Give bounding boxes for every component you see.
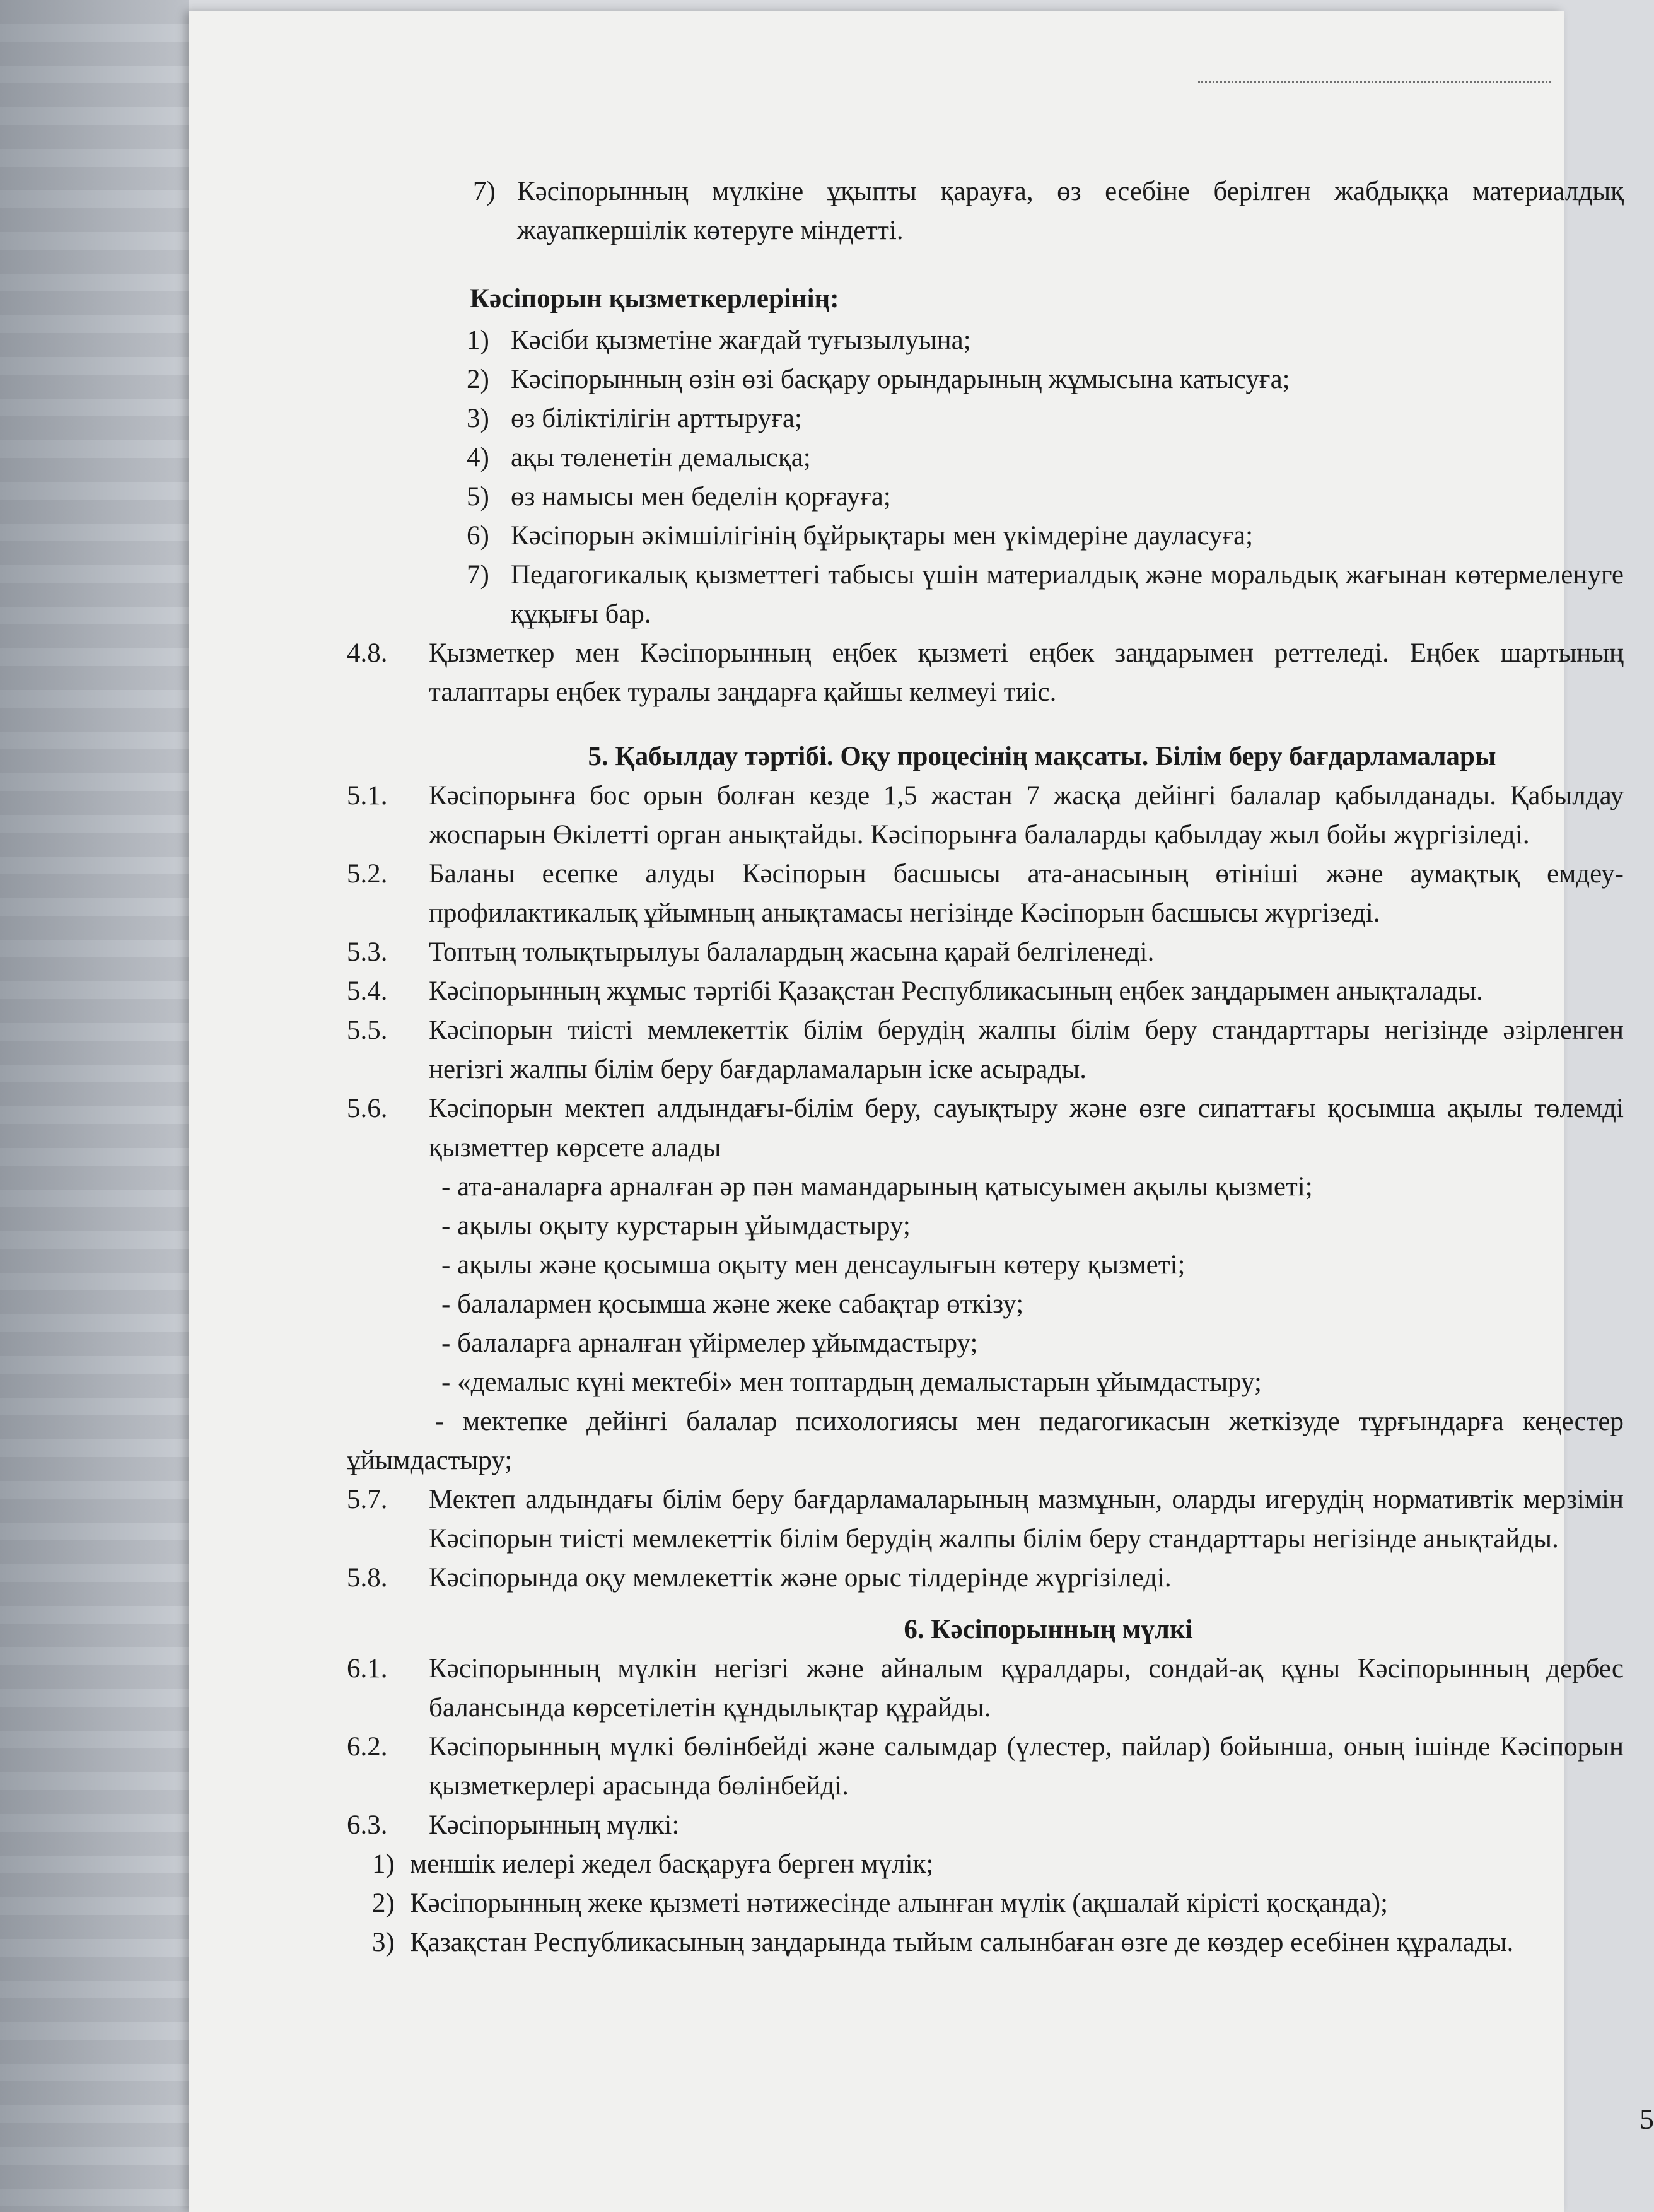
page-number: 5 xyxy=(1639,2103,1654,2135)
employees-rights-heading: Кәсіпорын қызметкерлерінің: xyxy=(470,284,839,313)
item-number: 3) xyxy=(467,404,489,433)
list-item xyxy=(422,517,1624,556)
scanner-ghost-text xyxy=(0,0,189,2212)
item-text: Педагогикалық қызметтегі табысы үшін материалдық және моральдық жағынан көтермеленуге құқығы бар. xyxy=(511,560,1624,629)
clause-text: Баланы есепке алуды Кәсіпорын басшысы ата-анасының өтініші және аумақтық емдеу-профилактикалық ұйымның анықтамасы негізінде Кәсіпорын басшысы жүргізеді. xyxy=(429,859,1624,928)
list-item xyxy=(422,556,1624,634)
item-text: ақы төленетін демалысқа; xyxy=(511,443,811,472)
list-item xyxy=(347,1923,1624,1962)
item-text: Қазақстан Республикасының заңдарында тыйым салынбаған өзге де көздер есебінен құралады. xyxy=(410,1928,1514,1957)
duty-item-7 xyxy=(422,172,1624,250)
list-item: - ақылы және қосымша оқыту мен денсаулығын көтеру қызметі; xyxy=(441,1250,1185,1280)
list-item: - ақылы оқыту курстарын ұйымдастыру; xyxy=(441,1211,911,1241)
item-number: 1) xyxy=(372,1849,395,1879)
list-item xyxy=(422,399,1624,438)
property-sources-list xyxy=(347,1845,1624,1962)
clause-4-8 xyxy=(347,634,1624,712)
clause-text: Кәсіпорынның жұмыс тәртібі Қазақстан Республикасының еңбек заңдарымен анықталады. xyxy=(429,976,1483,1006)
clause-number: 5.2. xyxy=(347,859,388,889)
section-5-clauses xyxy=(347,776,1624,1598)
paid-services-list xyxy=(347,1167,1624,1480)
clause-5-7 xyxy=(347,1480,1624,1559)
clause-6-3 xyxy=(347,1806,1624,1845)
document-page xyxy=(189,11,1654,2212)
clause-text: Кәсіпорын мектеп алдындағы-білім беру, сауықтыру және өзге сипаттағы қосымша ақылы төлемді қызметтер көрсете алады xyxy=(429,1094,1624,1162)
clause-number: 5.3. xyxy=(347,937,388,967)
item-number: 4) xyxy=(467,443,489,472)
clause-number: 6.1. xyxy=(347,1654,388,1683)
clause-6-1 xyxy=(347,1649,1624,1728)
clause-number: 6.2. xyxy=(347,1732,388,1762)
item-number: 2) xyxy=(372,1888,395,1918)
clause-text: Қызметкер мен Кәсіпорынның еңбек қызметі еңбек заңдарымен реттеледі. Еңбек шартының талаптары еңбек туралы заңдарға қайшы келмеуі тиіс. xyxy=(429,638,1624,707)
clause-text: Кәсіпорын тиісті мемлекеттік білім берудің жалпы білім беру стандарттары негізінде әзірленген негізгі жалпы білім беру бағдарламаларын іске асырады. xyxy=(429,1015,1624,1084)
clause-number: 5.5. xyxy=(347,1015,388,1045)
clause-5-6 xyxy=(347,1089,1624,1167)
clause-5-8 xyxy=(347,1559,1624,1598)
item-text: Кәсіпорын әкімшілігінің бұйрықтары мен үкімдеріне дауласуға; xyxy=(511,521,1254,551)
section-6-clauses xyxy=(347,1649,1624,1962)
list-item: - балаларға арналған үйірмелер ұйымдастыру; xyxy=(441,1328,978,1358)
item-text: Кәсіпорынның жеке қызметі нәтижесінде алынған мүлік (ақшалай кірісті қосқанда); xyxy=(410,1888,1389,1918)
clause-text: Кәсіпорынның мүлкі бөлінбейді және салымдар (үлестер, пайлар) бойынша, оның ішінде Кәсіпорын қызметкерлері арасында бөлінбейді. xyxy=(429,1732,1624,1801)
clause-number: 6.3. xyxy=(347,1810,388,1840)
clause-number: 5.6. xyxy=(347,1094,388,1123)
clause-number: 5.4. xyxy=(347,976,388,1006)
item-text: өз намысы мен беделін қорғауға; xyxy=(511,482,891,512)
list-item: - мектепке дейінгі балалар психологиясы мен педагогикасын жеткізуде тұрғындарға кеңестер ұйымдастыру; xyxy=(347,1407,1624,1475)
list-item xyxy=(422,321,1624,360)
clause-6-2 xyxy=(347,1728,1624,1806)
clause-5-4 xyxy=(347,972,1624,1011)
clause-5-5 xyxy=(347,1011,1624,1089)
employees-rights-list xyxy=(422,321,1624,634)
item-number: 7) xyxy=(473,177,496,206)
item-number: 7) xyxy=(467,560,489,590)
list-item: - ата-аналарға арналған әр пән мамандарының қатысуымен ақылы қызметі; xyxy=(441,1172,1313,1202)
list-item xyxy=(347,1884,1624,1923)
page-content xyxy=(347,172,1624,1962)
clause-5-1 xyxy=(347,776,1624,855)
list-item xyxy=(347,1845,1624,1884)
item-number: 6) xyxy=(467,521,489,551)
list-item: - «демалыс күні мектебі» мен топтардың демалыстарын ұйымдастыру; xyxy=(441,1367,1262,1397)
item-number: 5) xyxy=(467,482,489,512)
clause-text: Кәсіпорынның мүлкін негізгі және айналым құралдары, сондай-ақ құны Кәсіпорынның дербес балансында көрсетілетін құндылықтар құрайды. xyxy=(429,1654,1624,1723)
item-number: 1) xyxy=(467,325,489,355)
clause-5-2 xyxy=(347,855,1624,933)
item-number: 2) xyxy=(467,365,489,394)
clause-number: 4.8. xyxy=(347,638,388,668)
section-5-heading: 5. Қабылдау тәртібі. Оқу процесінің мақсаты. Білім беру бағдарламалары xyxy=(588,742,1496,771)
item-text: Кәсіпорынның өзін өзі басқару орындарының жұмысына катысуға; xyxy=(511,365,1290,394)
item-number: 3) xyxy=(372,1928,395,1957)
list-item: - балалармен қосымша және жеке сабақтар өткізу; xyxy=(441,1289,1024,1319)
list-item xyxy=(422,360,1624,399)
header-dotted-mark xyxy=(1198,81,1551,85)
list-item xyxy=(422,477,1624,517)
item-text: Кәсіпорынның мүлкіне ұқыпты қарауға, өз есебіне берілген жабдыққа материалдық жауапкершілік көтеруге міндетті. xyxy=(517,177,1624,245)
clause-text: Кәсіпорында оқу мемлекеттік және орыс тілдерінде жүргізіледі. xyxy=(429,1563,1172,1593)
clause-text: Мектеп алдындағы білім беру бағдарламаларының мазмұнын, оларды игерудің нормативтік мерзімін Кәсіпорын тиісті мемлекеттік білім берудің жалпы білім беру стандарттары негізінде анықтайды. xyxy=(429,1485,1624,1554)
section-6-heading: 6. Кәсіпорынның мүлкі xyxy=(904,1615,1193,1644)
list-item xyxy=(422,438,1624,477)
clause-text: Кәсіпорынға бос орын болған кезде 1,5 жастан 7 жасқа дейінгі балалар қабылданады. Қабылдау жоспарын Өкілетті орган анықтайды. Кәсіпорынға балаларды қабылдау жыл бойы жүргізіледі. xyxy=(429,781,1624,850)
clause-number: 5.7. xyxy=(347,1485,388,1514)
clause-number: 5.1. xyxy=(347,781,388,810)
clause-text: Топтың толықтырылуы балалардың жасына қарай белгіленеді. xyxy=(429,937,1155,967)
clause-5-3 xyxy=(347,933,1624,972)
item-text: Кәсіби қызметіне жағдай туғызылуына; xyxy=(511,325,971,355)
item-text: өз біліктілігін арттыруға; xyxy=(511,404,802,433)
item-text: меншік иелері жедел басқаруға берген мүлік; xyxy=(410,1849,934,1879)
clause-number: 5.8. xyxy=(347,1563,388,1593)
clause-text: Кәсіпорынның мүлкі: xyxy=(429,1810,680,1840)
